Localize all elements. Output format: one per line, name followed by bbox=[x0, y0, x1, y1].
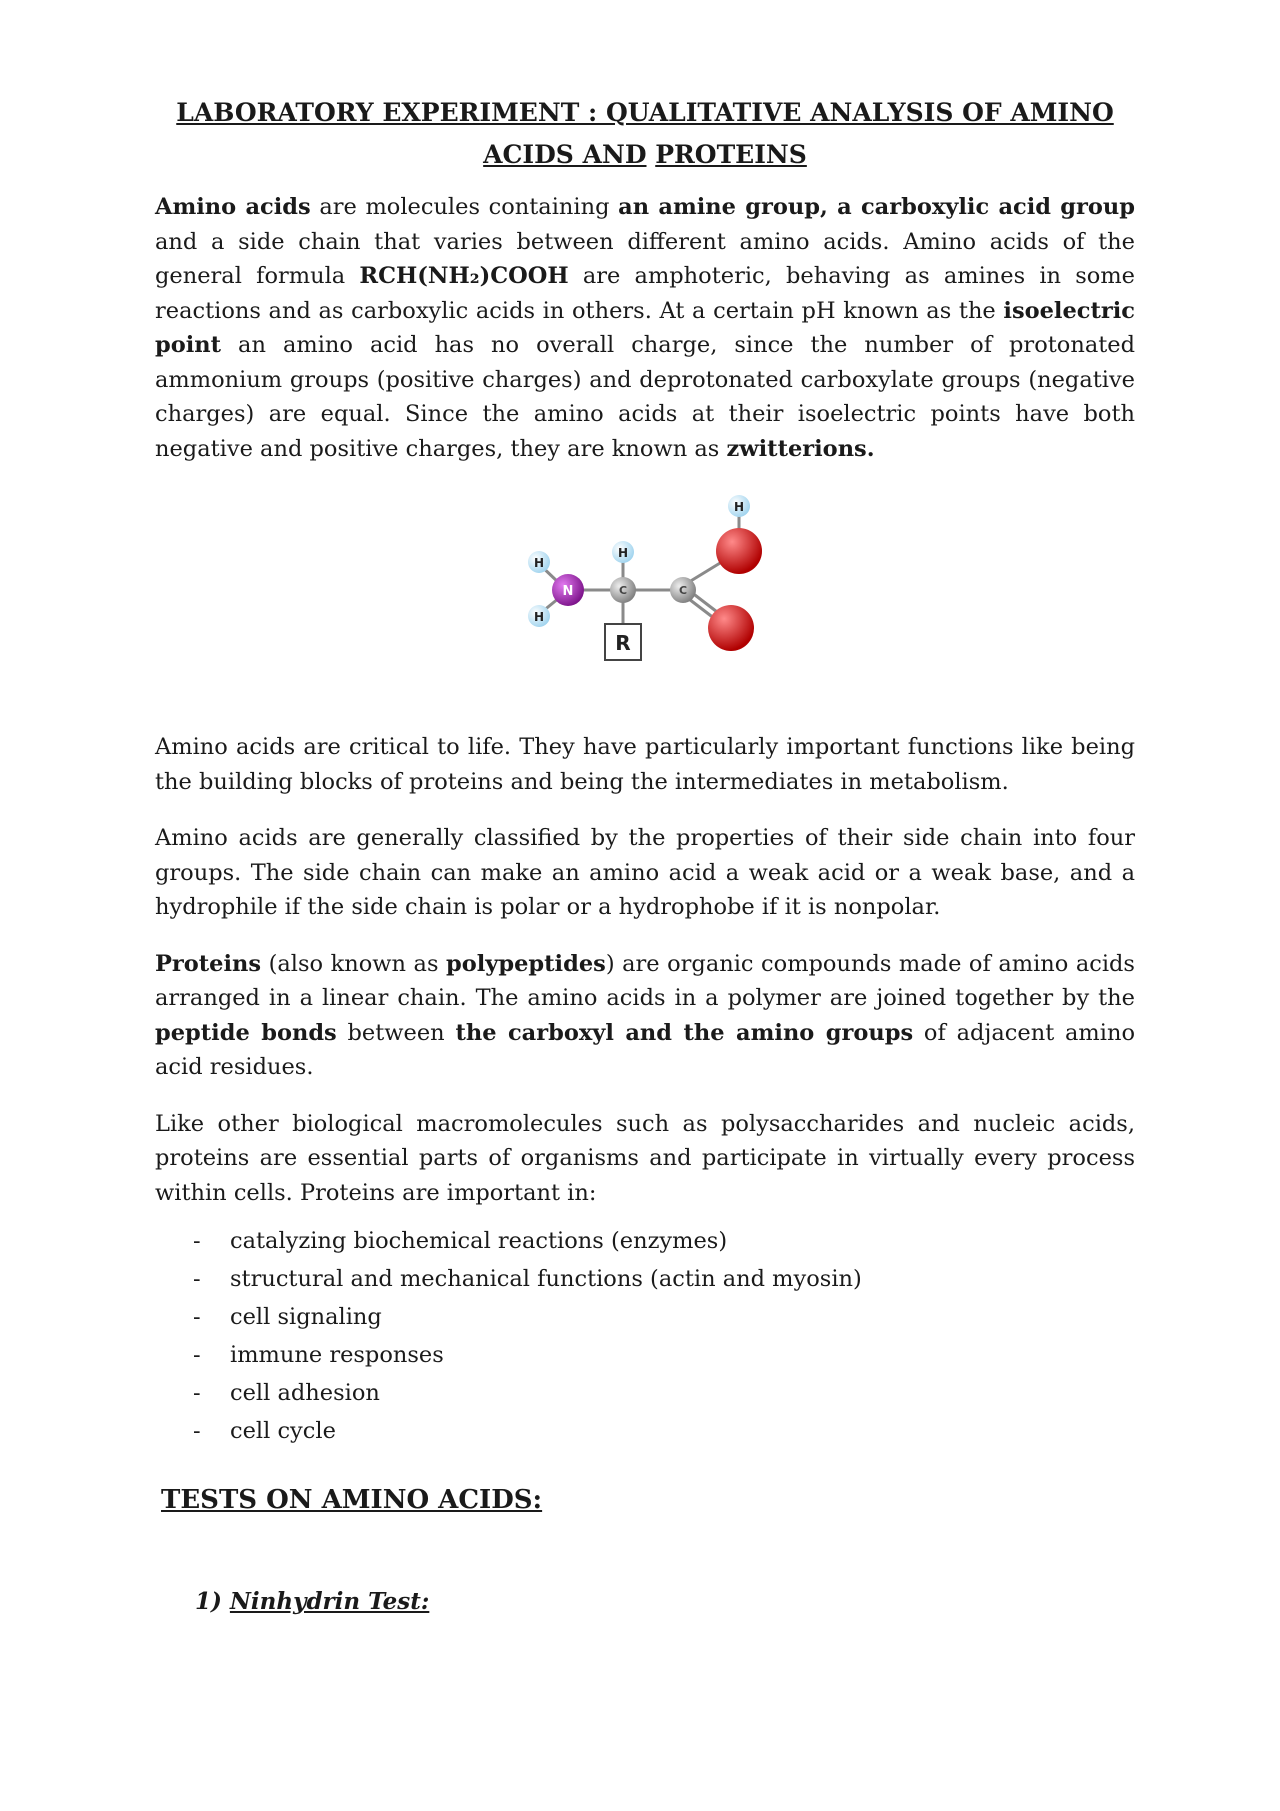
term-polypeptides: polypeptides bbox=[446, 950, 606, 977]
dash-bullet: - bbox=[193, 1418, 201, 1444]
text-run: (also known as bbox=[261, 950, 447, 977]
list-item-text: immune responses bbox=[230, 1342, 444, 1368]
paragraph-proteins-definition bbox=[155, 947, 1135, 1085]
document-title bbox=[155, 92, 1135, 176]
text-run: of adjacent amino acid residues. bbox=[155, 1019, 1135, 1080]
term-amino-acids: Amino acids bbox=[155, 194, 311, 220]
hydrogen-label: H bbox=[733, 500, 745, 514]
subsection-number: 1) bbox=[195, 1588, 230, 1615]
protein-functions-list bbox=[155, 1222, 1135, 1450]
oxygen-atom-carbonyl bbox=[708, 605, 754, 651]
carbon-label: C bbox=[678, 584, 688, 597]
nitrogen-label: N bbox=[562, 584, 574, 599]
list-item bbox=[155, 1336, 1135, 1374]
dash-bullet: - bbox=[193, 1304, 201, 1330]
bond-lines bbox=[537, 512, 739, 624]
list-item bbox=[155, 1412, 1135, 1450]
text-run: are molecules containing bbox=[310, 194, 619, 220]
amino-acid-molecule-diagram bbox=[505, 488, 785, 688]
list-item-text: cell signaling bbox=[230, 1304, 382, 1330]
hydrogen-atoms bbox=[528, 495, 750, 627]
text-run: an amino acid has no overall charge, since the number of protonated ammonium groups (positive charges) and deprotonated carboxylate groups (negative charges) are equal. Since the amino acids at their isoelectric points have both negative and positive charges, they are known as bbox=[155, 332, 1135, 462]
title-line-1: LABORATORY EXPERIMENT : QUALITATIVE ANALYSIS OF AMINO bbox=[176, 98, 1114, 127]
list-item bbox=[155, 1298, 1135, 1336]
list-item bbox=[155, 1260, 1135, 1298]
title-line-2a: ACIDS AND bbox=[483, 140, 647, 169]
dash-bullet: - bbox=[193, 1228, 201, 1254]
list-item-text: cell cycle bbox=[230, 1418, 336, 1444]
list-item-text: catalyzing biochemical reactions (enzymes) bbox=[230, 1228, 728, 1254]
paragraph-amino-acids-classification: Amino acids are generally classified by the properties of their side chain into four groups. The side chain can make an amino acid a weak acid or a weak base, and a hydrophile if the side chain is polar or a hydrophobe if it is nonpolar. bbox=[155, 825, 1135, 920]
term-zwitterions: zwitterions. bbox=[726, 435, 875, 462]
term-isoelectric-point: isoelectric point bbox=[155, 297, 1135, 358]
title-line-2b: PROTEINS bbox=[655, 140, 807, 169]
term-proteins: Proteins bbox=[155, 950, 262, 977]
list-item-text: structural and mechanical functions (actin and myosin) bbox=[230, 1266, 862, 1292]
amino-acid-structure-figure bbox=[155, 488, 1135, 718]
dash-bullet: - bbox=[193, 1342, 201, 1368]
document-page bbox=[155, 92, 1135, 1620]
text-run: and a side chain that varies between different amino acids. Amino acids of the general formula bbox=[155, 228, 1135, 289]
subsection-heading-ninhydrin bbox=[195, 1584, 1135, 1620]
paragraph-proteins-roles: Like other biological macromolecules such as polysaccharides and nucleic acids, proteins are essential parts of organisms and participate in virtually every process within cells. Proteins are important in: bbox=[155, 1110, 1135, 1206]
dash-bullet: - bbox=[193, 1380, 201, 1406]
subsection-label: Ninhydrin Test: bbox=[229, 1588, 430, 1615]
list-item-text: cell adhesion bbox=[230, 1380, 380, 1406]
hydrogen-label: H bbox=[533, 610, 545, 624]
dash-bullet: - bbox=[193, 1266, 201, 1292]
term-peptide-bonds: peptide bonds bbox=[155, 1019, 337, 1046]
text-run: are amphoteric, behaving as amines in some reactions and as carboxylic acids in others. At a certain pH known as the bbox=[155, 263, 1136, 324]
term-functional-groups: an amine group, a carboxylic acid group bbox=[618, 194, 1135, 220]
text-run: ) are organic compounds made of amino acids arranged in a linear chain. The amino acids in a polymer are joined together by the bbox=[155, 950, 1135, 1011]
paragraph-amino-acids-importance: Amino acids are critical to life. They have particularly important functions like being the building blocks of proteins and being the intermediates in metabolism. bbox=[155, 734, 1135, 795]
section-heading-tests: TESTS ON AMINO ACIDS: bbox=[161, 1485, 543, 1515]
hydrogen-label: H bbox=[617, 546, 629, 560]
list-item bbox=[155, 1374, 1135, 1412]
carbon-label: C bbox=[618, 584, 628, 597]
text-run: between bbox=[336, 1019, 456, 1046]
r-group-label: R bbox=[615, 631, 631, 655]
term-carboxyl-amino-groups: the carboxyl and the amino groups bbox=[455, 1019, 914, 1046]
oxygen-atom-hydroxyl bbox=[716, 528, 762, 574]
term-general-formula: RCH(NH₂)COOH bbox=[359, 263, 569, 289]
list-item bbox=[155, 1222, 1135, 1260]
paragraph-amino-acids-intro bbox=[155, 190, 1135, 466]
hydrogen-label: H bbox=[533, 556, 545, 570]
